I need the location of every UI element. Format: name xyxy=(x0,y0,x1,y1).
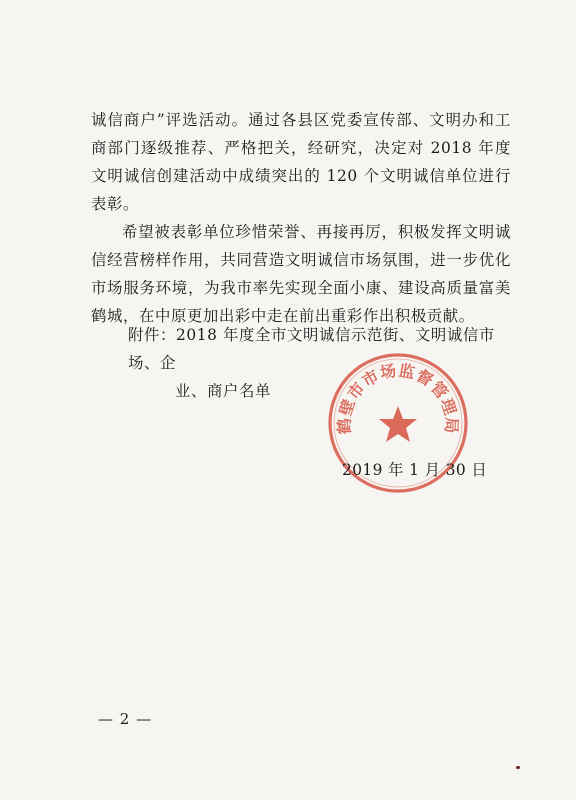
attachment-line-1: 附件：2018 年度全市文明诚信示范街、文明诚信市场、企 xyxy=(128,326,495,372)
page-number: — 2 — xyxy=(98,710,153,728)
document-body xyxy=(91,106,511,330)
document-date: 2019 年 1 月 30 日 xyxy=(342,461,488,479)
paper-speck xyxy=(516,766,520,769)
attachment-line-2: 业、商户名单 xyxy=(175,382,271,400)
paragraph-continuation: 诚信商户”评选活动。通过各县区党委宣传部、文明办和工商部门逐级推荐、严格把关，经研究，决定对 2018 年度文明诚信创建活动中成绩突出的 120 个文明诚信单位进行表彰。 xyxy=(91,111,511,213)
seal-star-icon xyxy=(379,406,417,442)
paragraph-hope: 希望被表彰单位珍惜荣誉、再接再厉，积极发挥文明诚信经营榜样作用，共同营造文明诚信市场氛围，进一步优化市场服务环境，为我市率先实现全面小康、建设高质量富美鹤城，在中原更加出彩中走在前出重彩作出积极贡献。 xyxy=(91,223,511,325)
seal-text: 鹤壁市市场监督管理局 xyxy=(334,360,462,435)
